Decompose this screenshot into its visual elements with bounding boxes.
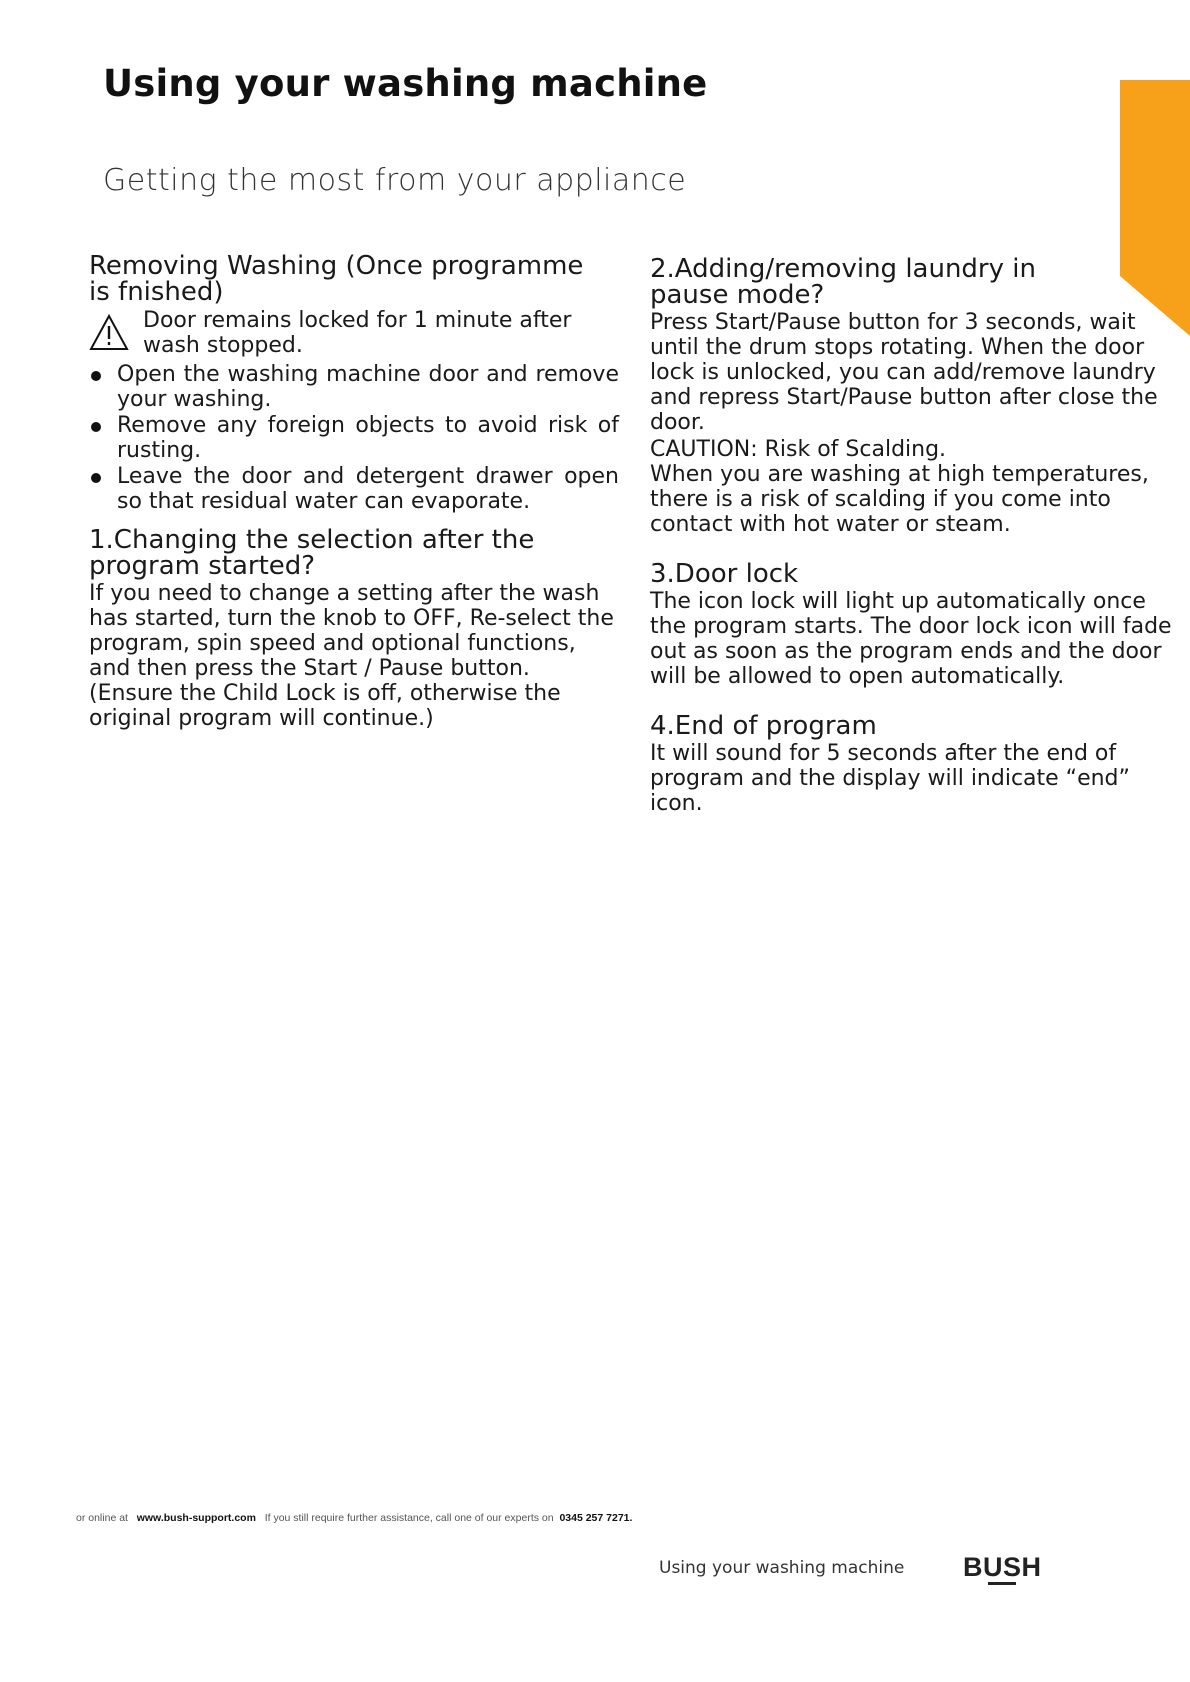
changing-body: If you need to change a setting after the wash has started, turn the knob to OFF, Re-select the program, spin speed and optional functions, and then press the Start / Pause button. (Ensure the Child Lock is off, otherwise the original program will continue.) <box>89 581 614 731</box>
adding-body: Press Start/Pause button for 3 seconds, wait until the drum stops rotating. When the door lock is unlocked, you can add/remove laundry and repress Start/Pause button after close the door. <box>650 310 1158 435</box>
list-item <box>89 464 619 514</box>
brand-text: BUSH <box>963 1552 1042 1582</box>
support-prefix: or online at <box>76 1512 128 1524</box>
bullet-icon <box>91 473 101 483</box>
list-item-text: Open the washing machine door and remove your washing. <box>117 362 619 412</box>
removing-heading: Removing Washing (Once programme is fnished) <box>89 251 584 307</box>
bullet-icon <box>91 371 101 381</box>
support-note <box>76 1512 632 1524</box>
support-middle: If you still require further assistance, call one of our experts on <box>264 1512 554 1524</box>
end-heading: 4.End of program <box>650 711 877 741</box>
removing-bullet-list <box>89 362 619 514</box>
logo-underline <box>988 1582 1016 1585</box>
end-body: It will sound for 5 seconds after the end of program and the display will indicate “end” icon. <box>650 741 1130 816</box>
changing-heading: 1.Changing the selection after the program started? <box>89 525 535 581</box>
adding-heading: 2.Adding/removing laundry in pause mode? <box>650 254 1036 310</box>
list-item-text: Remove any foreign objects to avoid risk of rusting. <box>117 413 619 463</box>
warning-note <box>89 308 619 358</box>
right-column <box>650 256 1180 816</box>
doorlock-body: The icon lock will light up automatically once the program starts. The door lock icon will fade out as soon as the program ends and the door will be allowed to open automatically. <box>650 589 1172 689</box>
page-subtitle: Getting the most from your appliance <box>103 163 687 198</box>
list-item <box>89 413 619 463</box>
bullet-icon <box>91 422 101 432</box>
support-phone: 0345 257 7271. <box>559 1512 633 1524</box>
caution-body: When you are washing at high temperatures, there is a risk of scalding if you come into contact with hot water or steam. <box>650 462 1149 537</box>
doorlock-heading: 3.Door lock <box>650 559 799 589</box>
left-column <box>89 253 619 731</box>
caution-label: CAUTION: Risk of Scalding. <box>650 437 947 462</box>
list-item <box>89 362 619 412</box>
page-title: Using your washing machine <box>103 62 708 105</box>
warning-text: Door remains locked for 1 minute after wash stopped. <box>143 308 572 358</box>
list-item-text: Leave the door and detergent drawer open so that residual water can evaporate. <box>117 464 619 514</box>
warning-icon <box>89 312 129 354</box>
support-url-link[interactable]: www.bush-support.com <box>136 1512 256 1524</box>
footer-page-title: Using your washing machine <box>659 1558 905 1578</box>
bush-logo <box>963 1552 1042 1585</box>
